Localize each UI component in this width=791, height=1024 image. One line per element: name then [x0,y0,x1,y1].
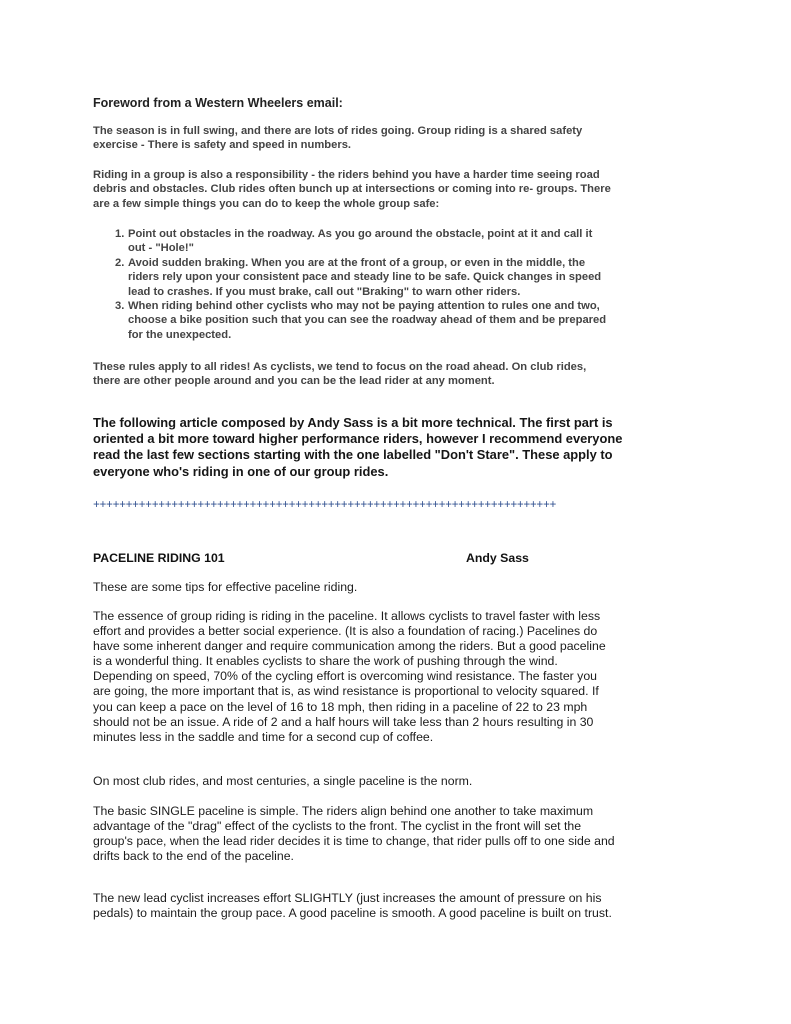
text-line: Point out obstacles in the roadway. As you go around the obstacle, point at it and call it [128,228,593,240]
foreword-paragraph-2 [93,168,703,211]
text-line: exercise - There is safety and speed in numbers. [93,139,352,152]
text-line: The following article composed by Andy Sass is a bit more technical. The first part is [93,415,613,430]
text-line: is a wonderful thing. It enables cyclists to share the work of pushing through the wind. [93,654,558,669]
text-line: These rules apply to all rides! As cyclists, we tend to focus on the road ahead. On club rides, [93,361,587,373]
article-paragraph-1 [93,580,713,595]
article-title: PACELINE RIDING 101 [93,551,225,565]
text-line: pedals) to maintain the group pace. A good paceline is smooth. A good paceline is built on trust. [93,906,612,921]
text-line: read the last few sections starting with the one labelled "Don't Stare". These apply to [93,447,613,463]
list-number: 3. [115,300,125,313]
text-line: have some inherent danger and require communication among the riders. But a good paceline [93,639,606,654]
text-line: effort and provides a better social experience. (It is also a foundation of racing.) Pacelines do [93,624,598,639]
text-line: out - "Hole!" [128,242,194,255]
text-line: Avoid sudden braking. When you are at the front of a group, or even in the middle, the [128,256,586,269]
text-line: minutes less in the saddle and time for a second cup of coffee. [93,729,434,744]
text-line: choose a bike position such that you can see the roadway ahead of them and be prepared [128,314,607,327]
text-line: oriented a bit more toward higher performance riders, however I recommend everyone [93,431,623,447]
text-line: are going, the more important that is, as wind resistance is proportional to velocity squared. If [93,684,599,699]
text-line: These are some tips for effective paceline riding. [93,580,358,594]
text-line: The basic SINGLE paceline is simple. The riders align behind one another to take maximum [93,804,594,818]
text-line: On most club rides, and most centuries, a single paceline is the norm. [93,774,473,788]
safety-rules-list [93,227,693,342]
foreword-title: Foreword from a Western Wheelers email: [93,96,343,110]
article-paragraph-3 [93,774,713,789]
list-item [93,299,693,342]
article-paragraph-2 [93,609,713,745]
text-line: for the unexpected. [128,328,232,341]
text-line: The season is in full swing, and there are lots of rides going. Group riding is a shared safety [93,125,583,137]
foreword-paragraph-1 [93,124,703,153]
list-number: 2. [115,256,125,269]
text-line: advantage of the "drag" effect of the cyclists to the front. The cyclist in the front will set the [93,819,582,834]
article-paragraph-5 [93,891,713,921]
text-line: you can keep a pace on the level of 16 to 18 mph, then riding in a paceline of 22 to 23 mph [93,699,588,714]
text-line: riders rely upon your consistent pace and steady line to be safe. Quick changes in speed [128,271,602,284]
text-line: Depending on speed, 70% of the cycling effort is overcoming wind resistance. The faster you [93,669,598,684]
text-line: group's pace, when the lead rider decides it is time to change, that rider pulls off to one side and [93,834,615,849]
text-line: debris and obstacles. Club rides often bunch up at intersections or coming into re- groups. There [93,183,611,196]
article-intro [93,415,713,480]
article-paragraph-4 [93,804,713,864]
plus-divider: +++++++++++++++++++++++++++++++++++++++++++++++++++++++++++++++++++++++ [93,499,557,512]
article-author: Andy Sass [466,551,529,565]
text-line: lead to crashes. If you must brake, call out "Braking" to warn other riders. [128,285,521,298]
text-line: Riding in a group is also a responsibility - the riders behind you have a harder time seeing road [93,169,600,181]
list-number: 1. [115,228,125,240]
text-line: should not be an issue. A ride of 2 and a half hours will take less than 2 hours resulting in 30 [93,714,594,729]
text-line: everyone who's riding in one of our group rides. [93,463,389,479]
text-line: The essence of group riding is riding in the paceline. It allows cyclists to travel faster with less [93,609,601,623]
text-line: The new lead cyclist increases effort SLIGHTLY (just increases the amount of pressure on his [93,891,602,905]
text-line: drifts back to the end of the paceline. [93,849,294,864]
text-line: When riding behind other cyclists who may not be paying attention to rules one and two, [128,300,600,313]
text-line: there are other people around and you can be the lead rider at any moment. [93,375,495,388]
list-item [93,256,693,299]
text-line: are a few simple things you can do to keep the whole group safe: [93,197,440,210]
list-item [93,227,693,256]
foreword-paragraph-3 [93,360,703,389]
